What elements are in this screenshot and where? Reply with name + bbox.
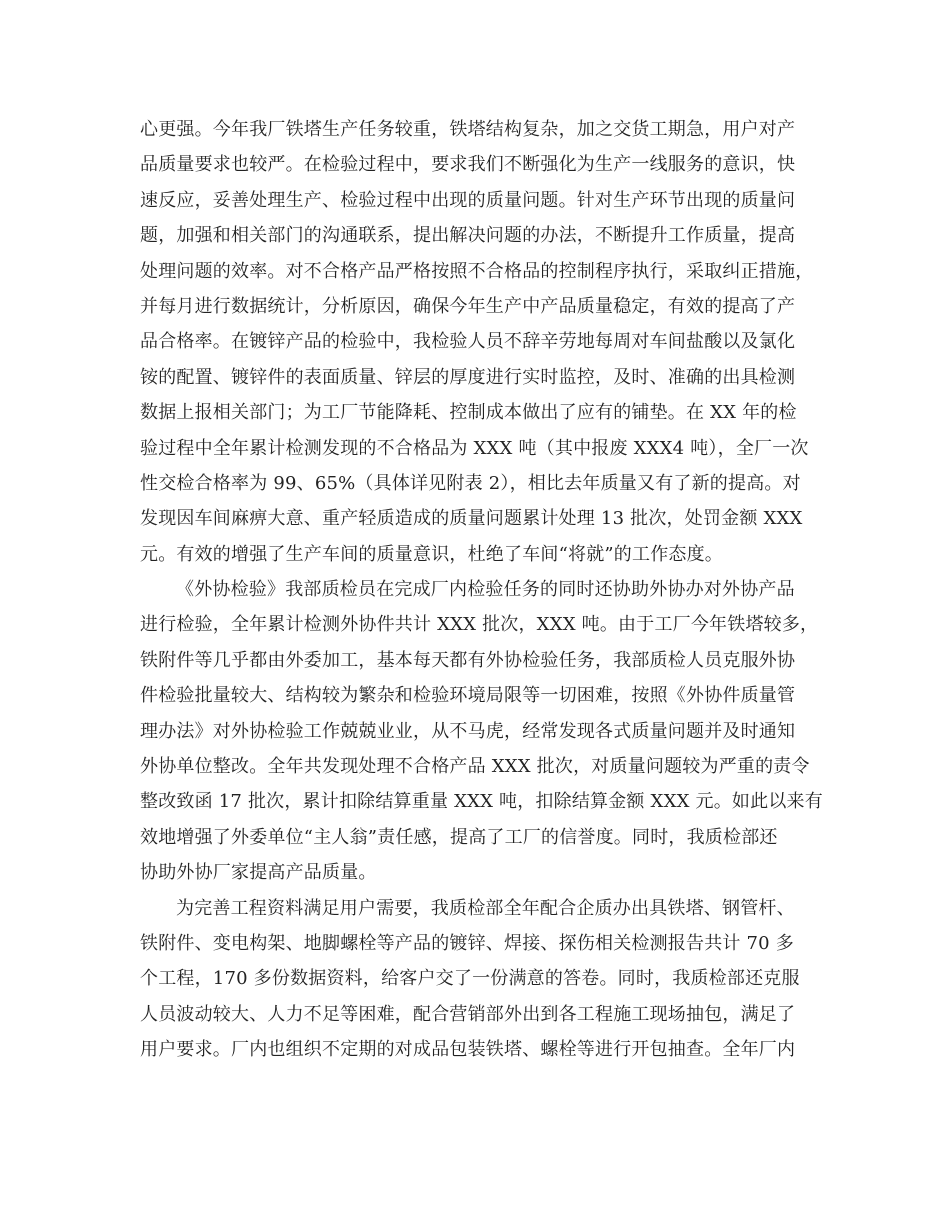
text-line: 协助外协厂家提高产品质量。 bbox=[140, 862, 377, 884]
text-line: 品合格率。在镀锌产品的检验中，我检验人员不辞辛劳地每周对车间盐酸以及氯化 bbox=[140, 331, 796, 353]
paragraph bbox=[140, 112, 820, 572]
text-line: 题，加强和相关部门的沟通联系，提出解决问题的办法，不断提升工作质量，提高 bbox=[140, 225, 796, 247]
text-line: 铁附件等几乎都由外委加工，基本每天都有外协检验任务，我部质检人员克服外协 bbox=[140, 649, 796, 671]
paragraph bbox=[140, 891, 820, 1068]
text-line: 速反应，妥善处理生产、检验过程中出现的质量问题。针对生产环节出现的质量问 bbox=[140, 189, 796, 211]
text-line: 数据上报相关部门；为工厂节能降耗、控制成本做出了应有的铺垫。在 XX 年的检 bbox=[140, 402, 797, 424]
text-line: 心更强。今年我厂铁塔生产任务较重，铁塔结构复杂，加之交货工期急，用户对产 bbox=[140, 119, 796, 140]
paragraph bbox=[140, 572, 823, 891]
text-line: 铁附件、变电构架、地脚螺栓等产品的镀锌、焊接、探伤相关检测报告共计 70 多 bbox=[140, 932, 794, 954]
document-body bbox=[140, 112, 823, 1068]
text-line: 件检验批量较大、结构较为繁杂和检验环境局限等一切困难，按照《外协件质量管 bbox=[140, 685, 796, 707]
text-line: 性交检合格率为 99、65%（具体详见附表 2），相比去年质量又有了新的提高。对 bbox=[140, 472, 801, 494]
text-line: 处理问题的效率。对不合格产品严格按照不合格品的控制程序执行，采取纠正措施， bbox=[140, 260, 814, 282]
text-line: 人员波动较大、人力不足等困难，配合营销部外出到各工程施工现场抽包，满足了 bbox=[140, 1003, 796, 1025]
text-line: 效地增强了外委单位“主人翁”责任感，提高了工厂的信誉度。同时，我质检部还 bbox=[140, 826, 778, 848]
text-line: 为完善工程资料满足用户需要，我质检部全年配合企质办出具铁塔、钢管杆、 bbox=[176, 897, 795, 919]
text-line: 用户要求。厂内也组织不定期的对成品包装铁塔、螺栓等进行开包抽查。全年厂内 bbox=[140, 1039, 796, 1061]
text-line: 整改致函 17 批次，累计扣除结算重量 XXX 吨，扣除结算金额 XXX 元。如此以来有 bbox=[140, 791, 823, 813]
text-line: 《外协检验》我部质检员在完成厂内检验任务的同时还协助外协办对外协产品 bbox=[176, 579, 795, 601]
text-line: 个工程，170 多份数据资料，给客户交了一份满意的答卷。同时，我质检部还克服 bbox=[140, 968, 800, 990]
text-line: 并每月进行数据统计，分析原因，确保今年生产中产品质量稳定，有效的提高了产 bbox=[140, 295, 796, 317]
text-line: 验过程中全年累计检测发现的不合格品为 XXX 吨（其中报废 XXX4 吨），全厂一次 bbox=[140, 437, 809, 459]
text-line: 元。有效的增强了生产车间的质量意识，杜绝了车间“将就”的工作态度。 bbox=[140, 543, 724, 565]
text-line: 进行检验，全年累计检测外协件共计 XXX 批次，XXX 吨。由于工厂今年铁塔较多， bbox=[140, 614, 819, 636]
text-line: 品质量要求也较严。在检验过程中，要求我们不断强化为生产一线服务的意识，快 bbox=[140, 154, 796, 176]
text-line: 铵的配置、镀锌件的表面质量、锌层的厚度进行实时监控，及时、准确的出具检测 bbox=[140, 366, 796, 388]
text-line: 外协单位整改。全年共发现处理不合格产品 XXX 批次，对质量问题较为严重的责令 bbox=[140, 756, 810, 778]
text-line: 发现因车间麻痹大意、重产轻质造成的质量问题累计处理 13 批次，处罚金额 XXX bbox=[140, 508, 803, 530]
text-line: 理办法》对外协检验工作兢兢业业，从不马虎，经常发现各式质量问题并及时通知 bbox=[140, 720, 796, 742]
